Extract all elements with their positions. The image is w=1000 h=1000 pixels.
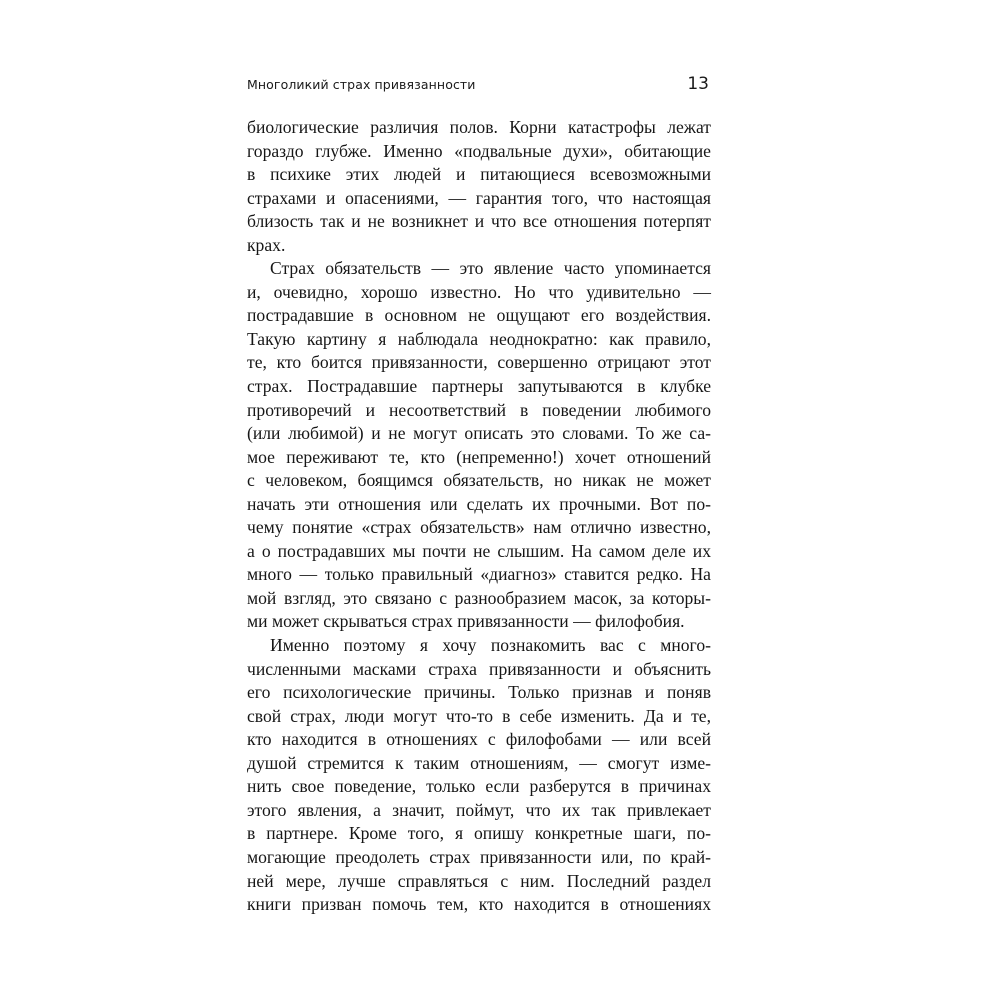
text-line: биологические различия полов. Корни катастрофы лежат — [247, 117, 711, 137]
text-line: в психике этих людей и питающиеся всевозможными — [247, 164, 711, 185]
text-line: этого явления, а значит, поймут, что их так привлекает — [247, 799, 711, 820]
text-line: Именно поэтому я хочу познакомить вас с много- — [270, 635, 711, 656]
running-head — [247, 74, 709, 98]
text-line: численными масками страха привязанности и объяснить — [247, 658, 711, 679]
text-line: страх. Пострадавшие партнеры запутываются в клубке — [247, 376, 711, 397]
text-line: с человеком, боящимся обязательств, но никак не может — [247, 470, 711, 491]
text-line: мое переживают те, кто (непременно!) хочет отношений — [247, 446, 711, 467]
text-line: противоречий и несоответствий в поведении любимого — [247, 399, 711, 420]
text-line: (или любимой) и не могут описать это словами. То же са- — [247, 423, 711, 444]
text-line: страхами и опасениями, — гарантия того, что настоящая — [247, 187, 711, 208]
text-line: близость так и не возникнет и что все отношения потерпят — [247, 211, 711, 232]
text-line: крах. — [247, 234, 286, 255]
text-line: его психологические причины. Только признав и поняв — [247, 682, 711, 703]
text-line: пострадавшие в основном не ощущают его воздействия. — [247, 305, 711, 326]
text-line: начать эти отношения или сделать их прочными. Вот по- — [247, 493, 711, 514]
text-line: много — только правильный «диагноз» ставится редко. На — [247, 564, 711, 585]
text-line: свой страх, люди могут что-то в себе изменить. Да и те, — [247, 705, 711, 726]
text-line: мой взгляд, это связано с разнообразием масок, за которы- — [247, 587, 711, 608]
paragraph-3 — [247, 634, 711, 917]
text-line: чему понятие «страх обязательств» нам отлично известно, — [247, 517, 711, 538]
running-title: Многоликий страх привязанности — [247, 77, 476, 92]
paragraph-1 — [247, 116, 711, 257]
text-line: Страх обязательств — это явление часто упоминается — [270, 258, 711, 279]
text-line: книги призван помочь тем, кто находится в отношениях — [247, 894, 711, 915]
text-line: могающие преодолеть страх привязанности или, по край- — [247, 846, 711, 867]
text-line: ми может скрываться страх привязанности — филофобия. — [247, 611, 685, 632]
text-line: нить свое поведение, только если разберутся в причинах — [247, 776, 711, 797]
text-line: а о пострадавших мы почти не слышим. На самом деле их — [247, 540, 711, 561]
text-line: и, очевидно, хорошо известно. Но что удивительно — — [247, 281, 711, 302]
paragraph-2 — [247, 257, 711, 634]
text-line: гораздо глубже. Именно «подвальные духи», обитающие — [247, 140, 711, 161]
body-text — [247, 116, 711, 917]
page-number: 13 — [687, 74, 709, 94]
text-line: душой стремится к таким отношениям, — смогут изме- — [247, 752, 711, 773]
text-line: Такую картину я наблюдала неоднократно: как правило, — [247, 328, 711, 349]
text-line: те, кто боится привязанности, совершенно отрицают этот — [247, 352, 711, 373]
text-line: ней мере, лучше справляться с ним. Последний раздел — [247, 870, 711, 891]
text-line: кто находится в отношениях с филофобами — или всей — [247, 729, 711, 750]
text-line: в партнере. Кроме того, я опишу конкретные шаги, по- — [247, 823, 711, 844]
